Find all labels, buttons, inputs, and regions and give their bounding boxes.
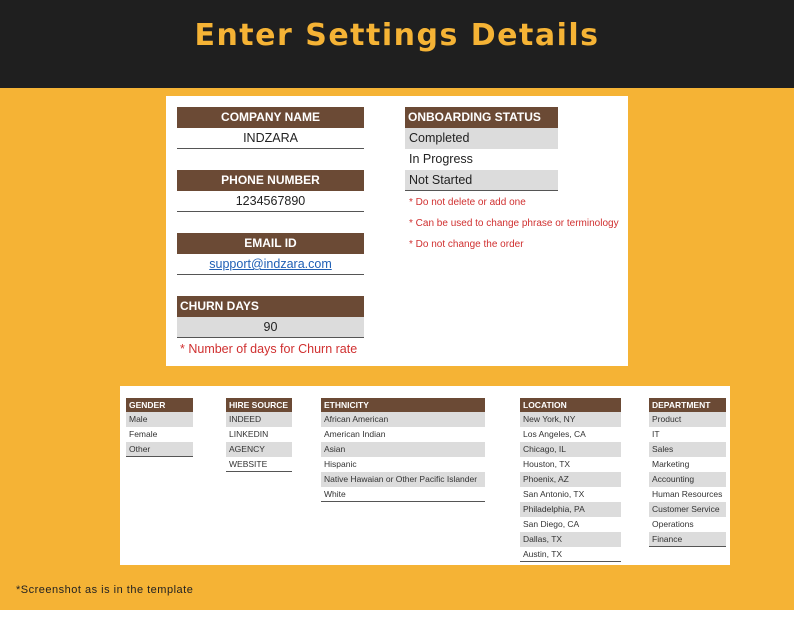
list-item[interactable]: Sales xyxy=(649,442,726,457)
company-name-input[interactable]: INDZARA xyxy=(177,128,364,149)
churn-days-label: CHURN DAYS xyxy=(177,296,364,317)
list-item[interactable]: Male xyxy=(126,412,193,427)
list-item[interactable]: LINKEDIN xyxy=(229,429,269,439)
list-item[interactable]: Product xyxy=(649,412,726,427)
list-item[interactable]: New York, NY xyxy=(520,412,621,427)
company-name-label: COMPANY NAME xyxy=(177,107,364,128)
phone-number-input[interactable]: 1234567890 xyxy=(177,191,364,212)
hire-source-table xyxy=(226,398,292,472)
churn-note: * Number of days for Churn rate xyxy=(180,342,358,356)
onboarding-item[interactable]: Not Started xyxy=(405,170,558,191)
list-item[interactable]: INDEED xyxy=(226,412,292,427)
list-item[interactable]: Finance xyxy=(649,532,726,547)
list-item[interactable]: Phoenix, AZ xyxy=(520,472,621,487)
onboarding-item[interactable]: Completed xyxy=(405,128,558,149)
list-item[interactable]: San Antonio, TX xyxy=(523,489,585,499)
onboarding-note: * Can be used to change phrase or terminology xyxy=(409,218,619,229)
list-item[interactable]: Other xyxy=(126,442,193,457)
email-field xyxy=(177,233,364,275)
list-item[interactable]: IT xyxy=(652,429,660,439)
ethnicity-header: ETHNICITY xyxy=(321,398,485,412)
list-item[interactable]: African American xyxy=(321,412,485,427)
list-item[interactable]: White xyxy=(321,487,485,502)
company-name-field xyxy=(177,107,364,149)
footnote: *Screenshot as is in the template xyxy=(16,584,194,596)
list-item[interactable]: AGENCY xyxy=(226,442,292,457)
churn-days-input[interactable]: 90 xyxy=(177,317,364,338)
onboarding-status-label: ONBOARDING STATUS xyxy=(405,107,558,128)
list-item[interactable]: Asian xyxy=(321,442,485,457)
lists-panel xyxy=(120,386,730,565)
onboarding-note: * Do not change the order xyxy=(409,239,524,250)
list-item[interactable]: Austin, TX xyxy=(520,547,621,562)
list-item[interactable]: WEBSITE xyxy=(226,457,292,472)
list-item[interactable]: Chicago, IL xyxy=(520,442,621,457)
department-header: DEPARTMENT xyxy=(649,398,726,412)
list-item[interactable]: Marketing xyxy=(652,459,690,469)
department-rows xyxy=(649,412,726,547)
list-item[interactable]: Houston, TX xyxy=(523,459,571,469)
ethnicity-rows xyxy=(321,412,485,502)
list-item[interactable]: Female xyxy=(129,429,158,439)
list-item[interactable]: San Diego, CA xyxy=(523,519,580,529)
phone-number-label: PHONE NUMBER xyxy=(177,170,364,191)
ethnicity-table xyxy=(321,398,485,502)
location-rows xyxy=(520,412,621,562)
hire-source-rows xyxy=(226,412,292,472)
email-label: EMAIL ID xyxy=(177,233,364,254)
list-item[interactable]: Los Angeles, CA xyxy=(523,429,586,439)
email-input[interactable] xyxy=(177,254,364,275)
churn-days-field xyxy=(177,296,364,356)
page-title: Enter Settings Details xyxy=(194,18,600,53)
email-link[interactable]: support@indzara.com xyxy=(209,257,332,271)
gender-table xyxy=(126,398,193,457)
phone-number-field xyxy=(177,170,364,212)
department-table xyxy=(649,398,726,547)
list-item[interactable]: Operations xyxy=(652,519,694,529)
onboarding-note: * Do not delete or add one xyxy=(409,197,526,208)
list-item[interactable]: American Indian xyxy=(324,429,386,439)
list-item[interactable]: Human Resources xyxy=(652,489,723,499)
location-header: LOCATION xyxy=(520,398,621,412)
list-item[interactable]: Philadelphia, PA xyxy=(520,502,621,517)
list-item[interactable]: Customer Service xyxy=(649,502,726,517)
list-item[interactable]: Accounting xyxy=(649,472,726,487)
list-item[interactable]: Hispanic xyxy=(324,459,357,469)
list-item[interactable]: Native Hawaian or Other Pacific Islander xyxy=(321,472,485,487)
gender-rows xyxy=(126,412,193,457)
onboarding-status-list xyxy=(405,107,558,191)
onboarding-item[interactable]: In Progress xyxy=(409,152,473,166)
list-item[interactable]: Dallas, TX xyxy=(520,532,621,547)
settings-panel xyxy=(166,96,628,366)
gender-header: GENDER xyxy=(126,398,193,412)
hire-source-header: HIRE SOURCE xyxy=(226,398,292,412)
location-table xyxy=(520,398,621,562)
